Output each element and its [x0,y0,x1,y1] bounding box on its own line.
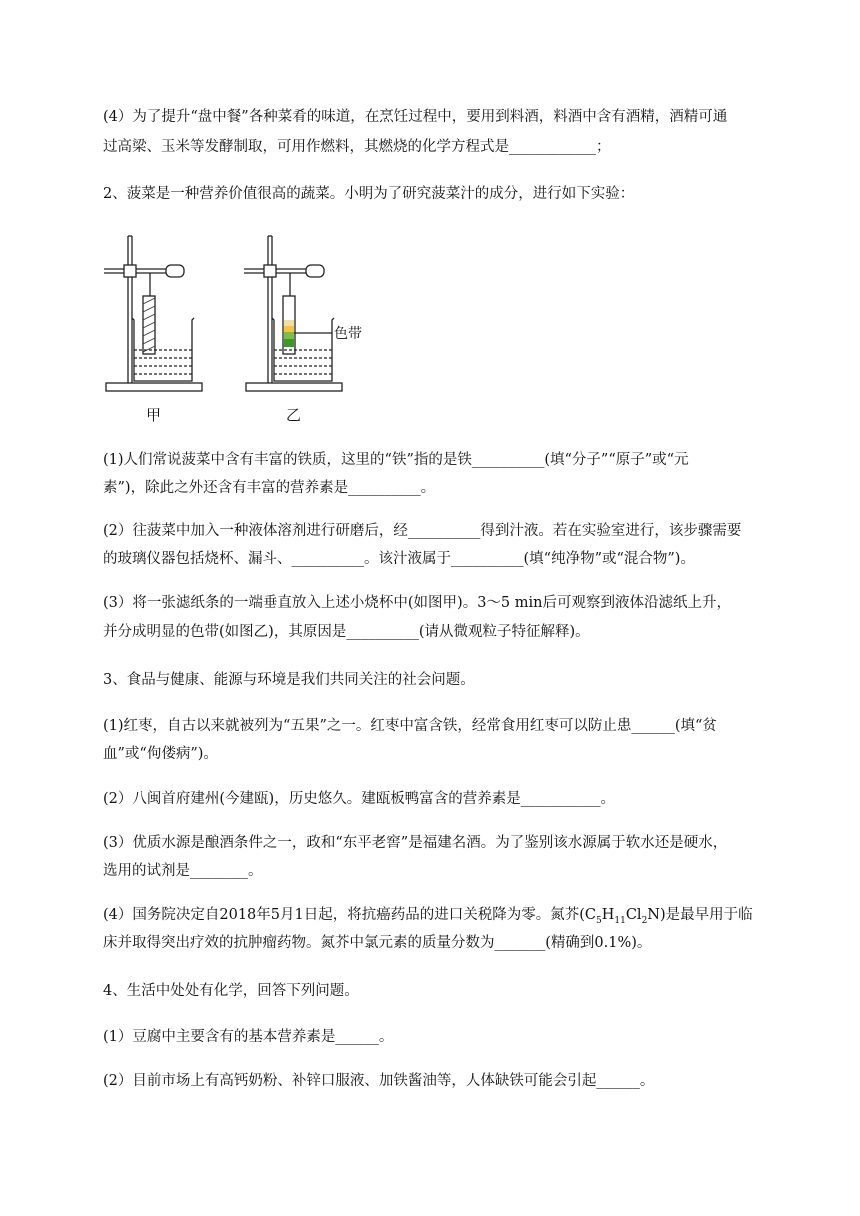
q1-4-line1: (4）为了提升“盘中餐”各种菜肴的味道，在烹饪过程中，要用到料酒，料酒中含有酒精，酒精可通 [103,109,728,125]
formula-sub-c: 5 [595,915,602,926]
formula-cl: Cl [625,907,642,923]
q2-3-line2: 并分成明显的色带(如图乙)，其原因是__________(请从微观粒子特征解释)。 [103,624,590,640]
q2-3-line1: (3）将一张滤纸条的一端垂直放入上述小烧杯中(如图甲)。3～5 min后可观察到液体沿滤纸上升， [103,595,731,611]
q3-2: (2）八闽首府建州(今建瓯)，历史悠久。建瓯板鸭富含的营养素是___________。 [103,791,615,807]
q1-4-line2: 过高梁、玉米等发酵制取，可用作燃料，其燃烧的化学方程式是____________； [103,139,611,155]
caption-yi: 乙 [286,406,302,424]
q3-4-line1-pre: (4）国务院决定自2018年5月1日起，将抗癌药品的进口关税降为零。氮芥(C [103,907,596,923]
q3-4-line1-post: N)是最早用于临 [647,907,753,923]
q2-2-line2: 的玻璃仪器包括烧杯、漏斗、__________。该汁液属于__________(填“纯净物”或“混合物”)。 [103,551,695,567]
experiment-figure [100,228,380,428]
color-band-label: 色带 [334,326,362,342]
q3-title: 3、食品与健康、能源与环境是我们共同关注的社会问题。 [103,672,475,688]
q3-1-line1: (1)红枣，自古以来就被列为“五果”之一。红枣中富含铁，经常食用红枣可以防止患______(填“贫 [103,718,717,734]
q3-1-line2: 血”或“佝偻病”)。 [103,746,218,762]
formula-sub-h: 11 [614,915,626,926]
formula-sub-cl: 2 [641,915,648,926]
q2-1-line2: 素”)，除此之外还含有丰富的营养素是__________。 [103,480,436,496]
q3-3-line1: (3）优质水源是酿酒条件之一，政和“东平老窖”是福建名酒。为了鉴别该水源属于软水还是硬水， [103,835,728,851]
q4-2: (2）目前市场上有高钙奶粉、补锌口服液、加铁酱油等，人体缺铁可能会引起______。 [103,1073,655,1089]
q4-1: (1）豆腐中主要含有的基本营养素是______。 [103,1029,394,1045]
formula-h: H [601,907,615,923]
q2-2-line1: (2）往菠菜中加入一种液体溶剂进行研磨后，经__________得到汁液。若在实验室进行，该步骤需要 [103,523,742,539]
q2-title: 2、菠菜是一种营养价值很高的蔬菜。小明为了研究菠菜汁的成分，进行如下实验： [103,186,635,202]
q3-3-line2: 选用的试剂是________。 [103,863,263,879]
q3-4-line2: 床并取得突出疗效的抗肿瘤药物。氮芥中氯元素的质量分数为_______(精确到0.1%)。 [103,935,652,951]
q4-title: 4、生活中处处有化学，回答下列问题。 [103,983,359,999]
q2-1-line1: (1)人们常说菠菜中含有丰富的铁质，这里的“铁”指的是铁__________(填“分子”“原子”或“元 [103,452,689,468]
caption-jia: 甲 [146,406,162,424]
